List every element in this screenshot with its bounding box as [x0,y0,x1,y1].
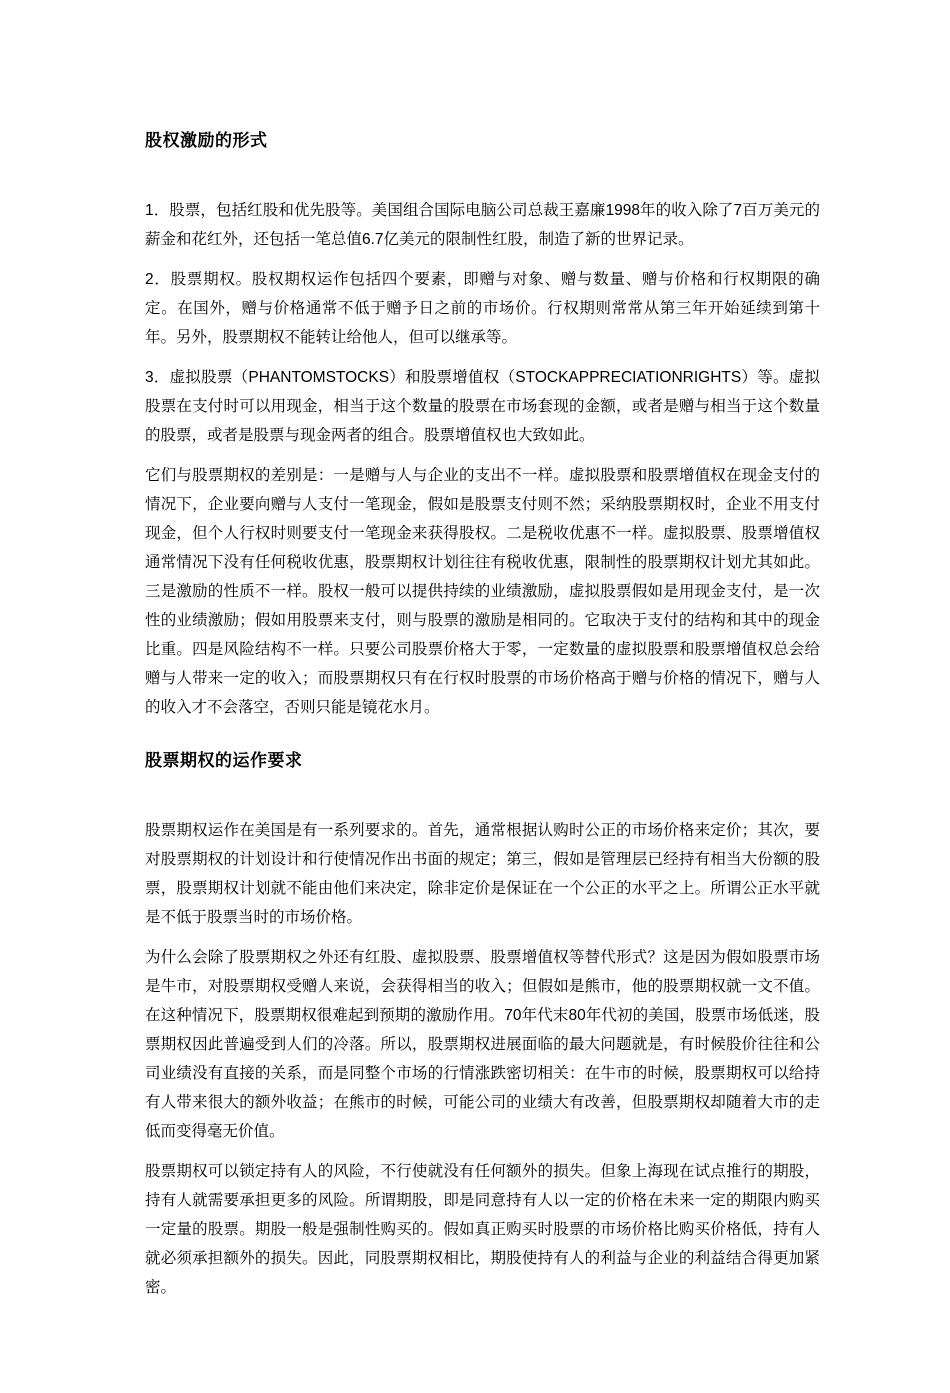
section-heading-stock-option-requirements: 股票期权的运作要求 [145,751,303,770]
paragraph-alternative-forms: 为什么会除了股票期权之外还有红股、虚拟股票、股票增值权等替代形式？这是因为假如股票市场是牛市，对股票期权受赠人来说，会获得相当的收入；但假如是熊市，他的股票期权就一文不值。在这种情况下，股票期权很难起到预期的激励作用。70年代末80年代初的美国，股票市场低迷，股票期权因此普遍受到人们的冷落。所以，股票期权进展面临的最大问题就是，有时候股价往往和公司业绩没有直接的关系，而是同整个市场的行情涨跌密切相关：在牛市的时候，股票期权可以给持有人带来很大的额外收益；在熊市的时候，可能公司的业绩大有改善，但股票期权却随着大市的走低而变得毫无价值。 [145,949,820,1140]
paragraph-phantom-stocks: 3．虚拟股票（PHANTOMSTOCKS）和股票增值权（STOCKAPPRECIATIONRIGHTS）等。虚拟股票在支付时可以用现金，相当于这个数量的股票在市场套现的金额，或者是赠与相当于这个数量的股票，或者是股票与现金两者的组合。股票增值权也大致如此。 [145,369,820,444]
paragraph-stock-options: 2．股票期权。股权期权运作包括四个要素，即赠与对象、赠与数量、赠与价格和行权期限的确定。在国外，赠与价格通常不低于赠予日之前的市场价。行权期则常常从第三年开始延续到第十年。另外，股票期权不能转让给他人，但可以继承等。 [145,271,820,346]
section-stock-option-requirements [145,750,820,1302]
section-equity-incentive-forms [145,130,820,722]
section-heading-equity-incentive-forms: 股权激励的形式 [145,131,268,150]
paragraph-us-requirements: 股票期权运作在美国是有一系列要求的。首先，通常根据认购时公正的市场价格来定价；其次，要对股票期权的计划设计和行使情况作出书面的规定；第三，假如是管理层已经持有相当大份额的股票，股票期权计划就不能由他们来决定，除非定价是保证在一个公正的水平之上。所谓公正水平就是不低于股票当时的市场价格。 [145,822,820,926]
paragraph-stock-bonus: 1．股票，包括红股和优先股等。美国组合国际电脑公司总裁王嘉廉1998年的收入除了7百万美元的薪金和花红外，还包括一笔总值6.7亿美元的限制性红股，制造了新的世界记录。 [145,202,820,248]
paragraph-differences: 它们与股票期权的差别是：一是赠与人与企业的支出不一样。虚拟股票和股票增值权在现金支付的情况下，企业要向赠与人支付一笔现金，假如是股票支付则不然；采纳股票期权时，企业不用支付现金，但个人行权时则要支付一笔现金来获得股权。二是税收优惠不一样。虚拟股票、股票增值权通常情况下没有任何税收优惠，股票期权计划往往有税收优惠，限制性的股票期权计划尤其如此。三是激励的性质不一样。股权一般可以提供持续的业绩激励，虚拟股票假如是用现金支付，是一次性的业绩激励；假如用股票来支付，则与股票的激励是相同的。它取决于支付的结构和其中的现金比重。四是风险结构不一样。只要公司股票价格大于零，一定数量的虚拟股票和股票增值权总会给赠与人带来一定的收入；而股票期权只有在行权时股票的市场价格高于赠与价格的情况下，赠与人的收入才不会落空，否则只能是镜花水月。 [145,467,820,716]
paragraph-risk-lock: 股票期权可以锁定持有人的风险，不行使就没有任何额外的损失。但象上海现在试点推行的期股，持有人就需要承担更多的风险。所谓期股，即是同意持有人以一定的价格在未来一定的期限内购买一定量的股票。期股一般是强制性购买的。假如真正购买时股票的市场价格比购买价格低，持有人就必须承担额外的损失。因此，同股票期权相比，期股使持有人的利益与企业的利益结合得更加紧密。 [145,1163,820,1296]
